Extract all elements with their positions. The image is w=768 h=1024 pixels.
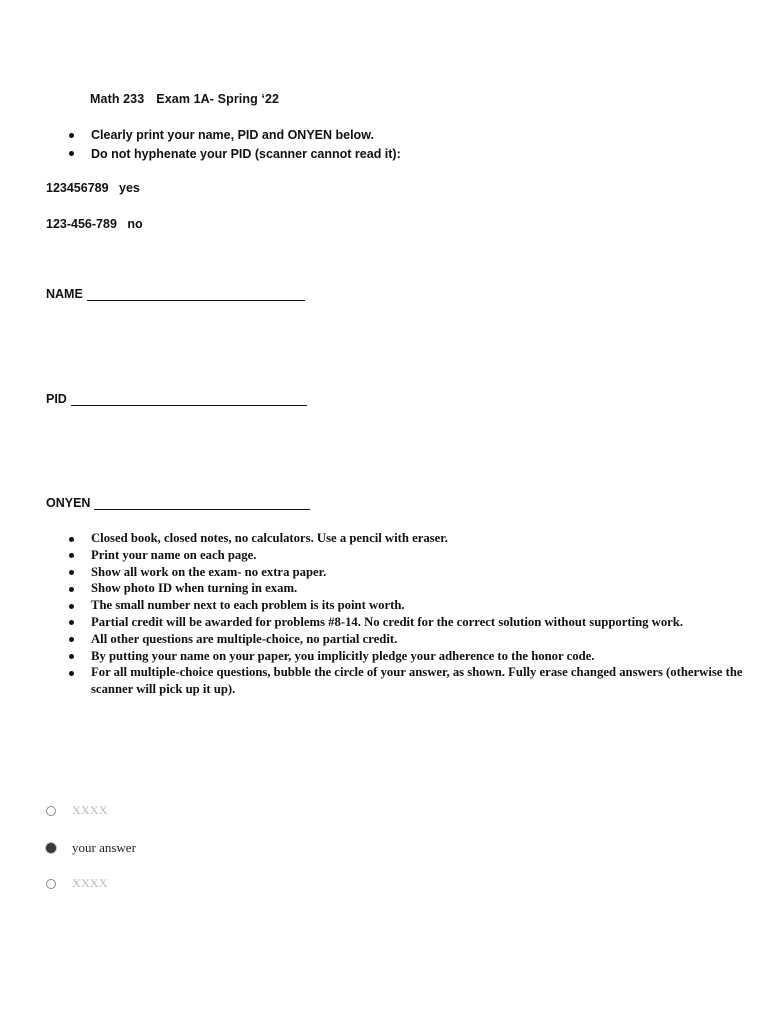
rule-item: Print your name on each page. bbox=[66, 547, 746, 564]
pid-example-good-value: 123456789 bbox=[46, 181, 109, 195]
rule-item: By putting your name on your paper, you implicitly pledge your adherence to the honor code. bbox=[66, 648, 746, 665]
exam-title bbox=[90, 92, 279, 106]
onyen-write-line[interactable] bbox=[94, 497, 310, 510]
pid-example-good bbox=[46, 181, 140, 195]
exam-rules bbox=[66, 530, 746, 698]
example-choice-2[interactable] bbox=[46, 840, 136, 856]
pid-example-bad-label: no bbox=[127, 217, 143, 231]
pid-example-good-label: yes bbox=[119, 181, 140, 195]
intro-bullet: Clearly print your name, PID and ONYEN below. bbox=[66, 126, 401, 145]
example-choice-3[interactable] bbox=[46, 876, 108, 891]
rule-item: Show all work on the exam- no extra paper. bbox=[66, 564, 746, 581]
exam-label: Exam 1A- Spring ‘22 bbox=[156, 92, 280, 106]
rule-item: Show photo ID when turning in exam. bbox=[66, 580, 746, 597]
intro-bullet: Do not hyphenate your PID (scanner cannot read it): bbox=[66, 145, 401, 164]
name-field[interactable] bbox=[46, 287, 305, 301]
pid-example-bad-value: 123-456-789 bbox=[46, 217, 117, 231]
pid-label: PID bbox=[46, 392, 67, 406]
rule-item: Partial credit will be awarded for problems #8-14. No credit for the correct solution without supporting work. bbox=[66, 614, 746, 631]
choice-label: XXXX bbox=[72, 876, 108, 890]
onyen-label: ONYEN bbox=[46, 496, 91, 510]
course-label: Math 233 bbox=[90, 92, 145, 106]
pid-example-bad bbox=[46, 217, 143, 231]
pid-field[interactable] bbox=[46, 392, 307, 406]
rule-item: For all multiple-choice questions, bubble the circle of your answer, as shown. Fully erase changed answers (otherwise the scanner will pick up it up). bbox=[66, 664, 746, 698]
radio-empty-icon[interactable] bbox=[46, 806, 56, 816]
rule-item: Closed book, closed notes, no calculators. Use a pencil with eraser. bbox=[66, 530, 746, 547]
name-write-line[interactable] bbox=[87, 288, 305, 301]
intro-instructions bbox=[66, 126, 401, 163]
pid-write-line[interactable] bbox=[71, 393, 307, 406]
example-choice-1[interactable] bbox=[46, 803, 108, 818]
name-label: NAME bbox=[46, 287, 83, 301]
choice-label: XXXX bbox=[72, 803, 108, 817]
rule-item: The small number next to each problem is its point worth. bbox=[66, 597, 746, 614]
choice-label: your answer bbox=[72, 840, 136, 855]
radio-filled-icon[interactable] bbox=[46, 843, 56, 853]
rule-item: All other questions are multiple-choice, no partial credit. bbox=[66, 631, 746, 648]
radio-empty-icon[interactable] bbox=[46, 879, 56, 889]
onyen-field[interactable] bbox=[46, 496, 310, 510]
